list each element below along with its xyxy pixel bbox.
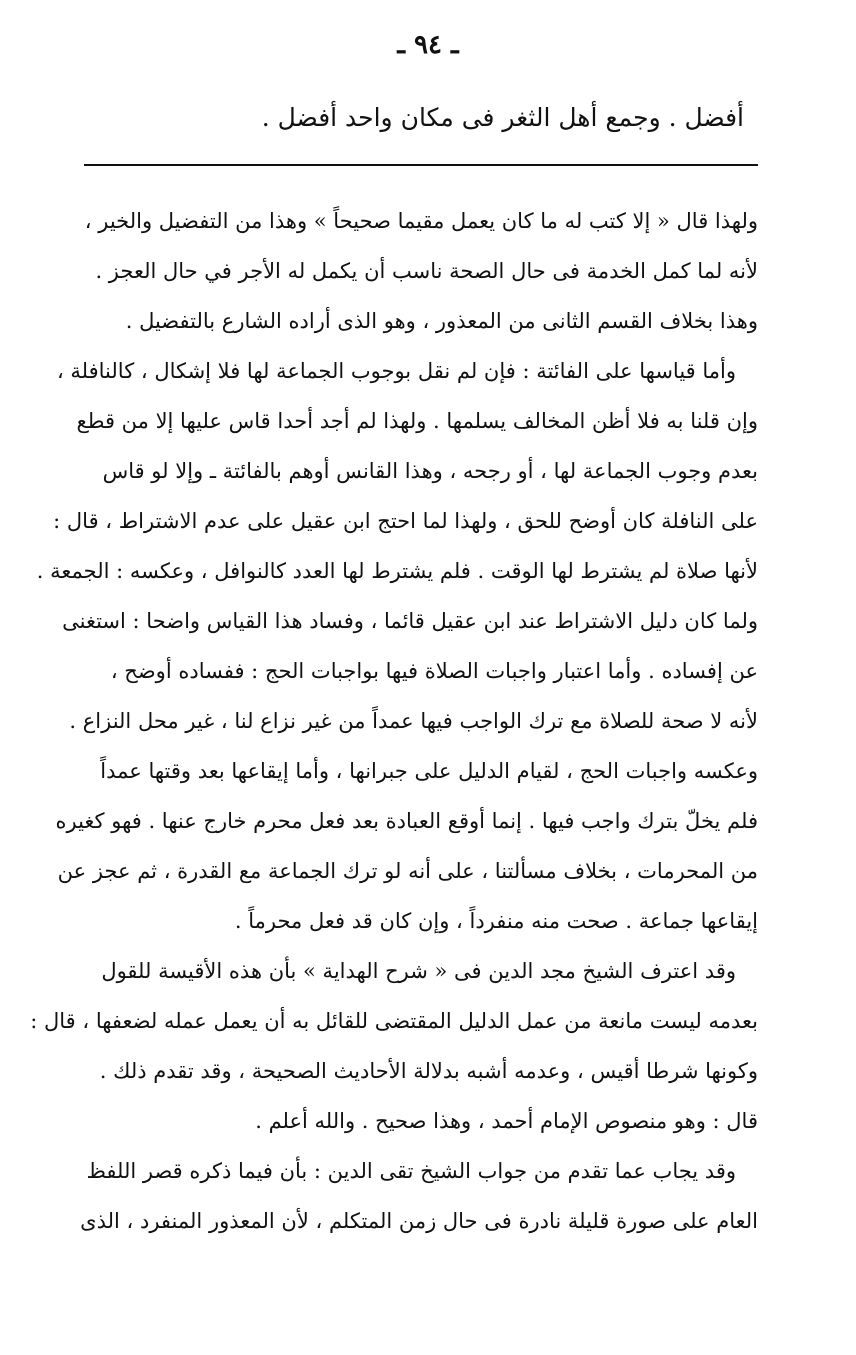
text-line: وأما قياسها على الفائتة : فإن لم نقل بوجوب الجماعة لها فلا إشكال ، كالنافلة ، — [56, 359, 736, 383]
page-number: ـ ٩٤ ـ — [397, 30, 459, 60]
body-text — [30, 196, 758, 1246]
text-line: وإن قلنا به فلا أظن المخالف يسلمها . ولهذا لم أجد أحدا قاس عليها إلا من قطع — [76, 409, 758, 433]
top-text-line: أفضل . وجمع أهل الثغر فى مكان واحد أفضل . — [261, 103, 744, 132]
text-line: وعكسه واجبات الحج ، لقيام الدليل على جبرانها ، وأما إيقاعها بعد وقتها عمداً — [100, 759, 758, 783]
text-line: لأنها صلاة لم يشترط لها الوقت . فلم يشترط لها العدد كالنوافل ، وعكسه : الجمعة . — [36, 559, 758, 583]
text-line: العام على صورة قليلة نادرة فى حال زمن المتكلم ، لأن المعذور المنفرد ، الذى — [80, 1209, 758, 1233]
text-line: لأنه لا صحة للصلاة مع ترك الواجب فيها عمداً من غير نزاع لنا ، غير محل النزاع . — [69, 709, 758, 733]
text-line: بعدمه ليست مانعة من عمل الدليل المقتضى للقائل به أن يعمل عمله لضعفها ، قال : — [30, 1009, 758, 1033]
text-line: وقد يجاب عما تقدم من جواب الشيخ تقى الدين : بأن فيما ذكره قصر اللفظ — [86, 1159, 736, 1183]
separator-rule — [84, 164, 758, 166]
text-line: وقد اعترف الشيخ مجد الدين فى « شرح الهداية » بأن هذه الأقيسة للقول — [101, 959, 736, 983]
text-line: عن إفساده . وأما اعتبار واجبات الصلاة فيها بواجبات الحج : ففساده أوضح ، — [110, 659, 758, 683]
text-line: إيقاعها جماعة . صحت منه منفرداً ، وإن كان قد فعل محرماً . — [234, 909, 758, 933]
text-line: وكونها شرطا أقيس ، وعدمه أشبه بدلالة الأحاديث الصحيحة ، وقد تقدم ذلك . — [99, 1059, 758, 1083]
text-line: ولما كان دليل الاشتراط عند ابن عقيل قائما ، وفساد هذا القياس واضحا : استغنى — [62, 609, 758, 633]
text-line: بعدم وجوب الجماعة لها ، أو رجحه ، وهذا القانس أوهم بالفائتة ـ وإلا لو قاس — [102, 459, 758, 483]
text-line: قال : وهو منصوص الإمام أحمد ، وهذا صحيح . والله أعلم . — [255, 1109, 758, 1133]
text-line: ولهذا قال « إلا كتب له ما كان يعمل مقيما صحيحاً » وهذا من التفضيل والخير ، — [84, 209, 758, 233]
text-line: على النافلة كان أوضح للحق ، ولهذا لما احتج ابن عقيل على عدم الاشتراط ، قال : — [53, 509, 758, 533]
text-line: من المحرمات ، بخلاف مسألتنا ، على أنه لو ترك الجماعة مع القدرة ، ثم عجز عن — [57, 859, 758, 883]
text-line: وهذا بخلاف القسم الثانى من المعذور ، وهو الذى أراده الشارع بالتفضيل . — [125, 309, 758, 333]
text-line: لأنه لما كمل الخدمة فى حال الصحة ناسب أن يكمل له الأجر في حال العجز . — [95, 259, 758, 283]
text-line: فلم يخلّ بترك واجب فيها . إنما أوقع العبادة بعد فعل محرم خارج عنها . فهو كغيره — [55, 809, 758, 833]
